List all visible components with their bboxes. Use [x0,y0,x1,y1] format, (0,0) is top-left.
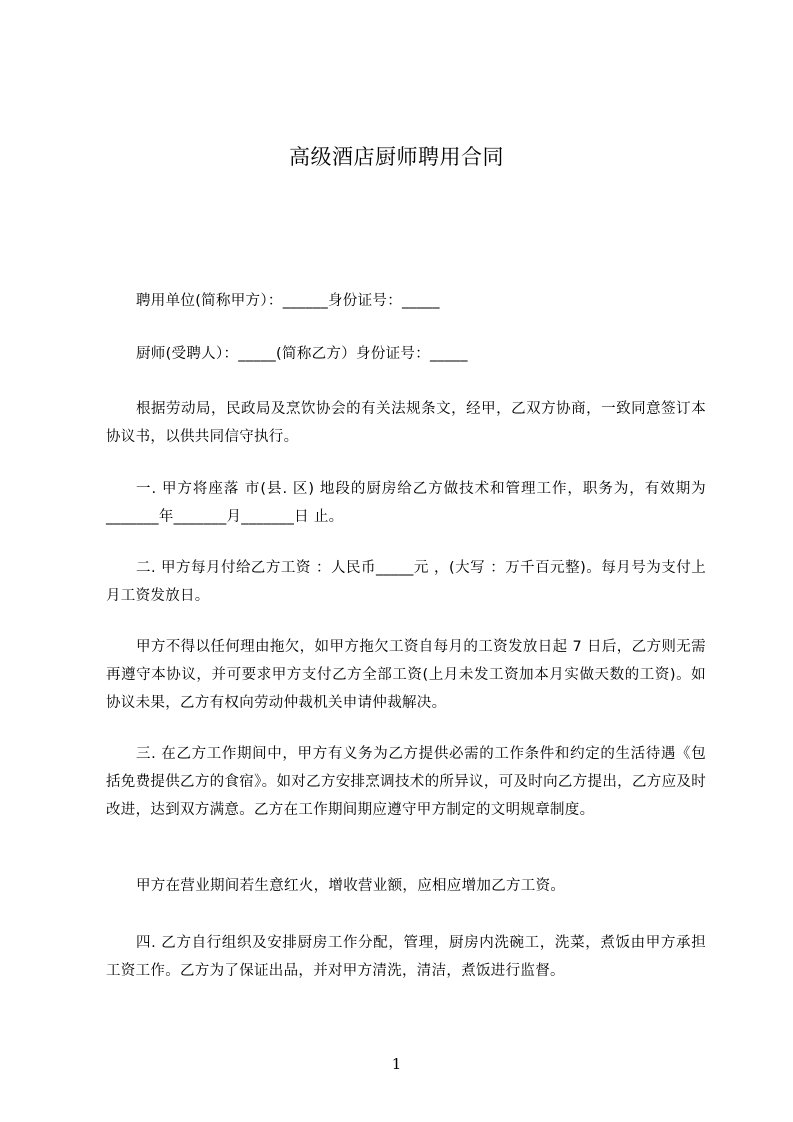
paragraph-clause-3: 三. 在乙方工作期间中，甲方有义务为乙方提供必需的工作条件和约定的生活待遇《包括免费提供乙方的食宿》。如对乙方安排烹调技术的所异议，可及时向乙方提出，乙方应及时改进，达到双方满意。乙方在工作期间期应遵守甲方制定的文明规章制度。 [106,746,706,818]
document-title: 高级酒店厨师聘用合同 [289,145,504,169]
paragraph-clause-1: 一. 甲方将座落 市(县. 区) 地段的厨房给乙方做技术和管理工作，职务为，有效期为_______年_______月_______日 止。 [106,481,706,525]
paragraph-clause-4: 四. 乙方自行组织及安排厨房工作分配，管理，厨房内洗碗工，洗菜，煮饭由甲方承担工资工作。乙方为了保证出品，并对甲方清洗，清洁，煮饭进行监督。 [106,935,706,979]
paragraph-clause-2: 二. 甲方每月付给乙方工资 ：人民币_____元 ，(大写 ：万千百元整)。每月号为支付上月工资发放日。 [106,560,706,604]
paragraph-preamble: 根据劳动局，民政局及烹饮协会的有关法规条文，经甲，乙双方协商，一致同意签订本协议书，以供共同信守执行。 [106,401,706,445]
page-number: 1 [391,1055,402,1073]
paragraph-wage-arrears: 甲方不得以任何理由拖欠，如甲方拖欠工资自每月的工资发放日起 7 日后，乙方则无需再遵守本协议，并可要求甲方支付乙方全部工资(上月未发工资加本月实做天数的工资)。如协议未果，乙方有权向劳动仲裁机关申请仲裁解决。 [106,639,706,711]
paragraph-employer-info: 聘用单位(简称甲方）：______身份证号：_____ [136,293,440,309]
paragraph-wage-increase: 甲方在营业期间若生意红火，增收营业额，应相应增加乙方工资。 [136,878,566,894]
paragraph-chef-info: 厨师(受聘人）：_____(简称乙方）身份证号：_____ [136,346,468,362]
